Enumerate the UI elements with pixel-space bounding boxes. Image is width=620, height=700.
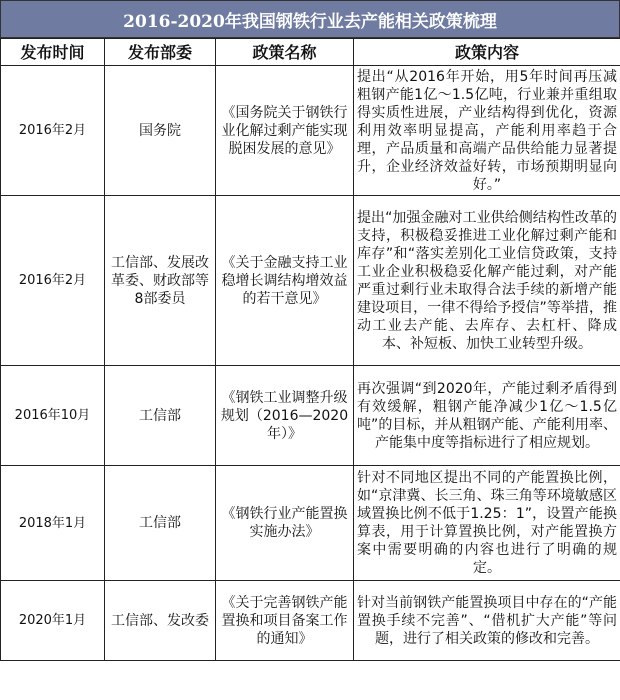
cell-policy-content: 再次强调“到2020年，产能过剩矛盾得到有效缓解，粗钢产能净减少1亿～1.5亿吨”的目标，并从粗钢产能、产能利用率、产能集中度等指标进行了相应规划。 <box>354 366 620 466</box>
cell-policy-content: 提出“从2016年开始，用5年时间再压减粗钢产能1亿～1.5亿吨，行业兼并重组取得实质性进展，产业结构得到优化，资源利用效率明显提高，产能利用率趋于合理，产品质量和高端产品供给能力显著提升，企业经济效益好转，市场预期明显向好。” <box>354 66 620 196</box>
table-row <box>1 581 620 661</box>
policy-table <box>0 38 620 661</box>
cell-policy-name: 《关于金融支持工业稳增长调结构增效益的若干意见》 <box>216 196 354 366</box>
cell-dept: 国务院 <box>105 66 216 196</box>
cell-time: 2016年2月 <box>1 196 105 366</box>
cell-time: 2016年10月 <box>1 366 105 466</box>
cell-policy-content: 针对当前钢铁产能置换项目中存在的“产能置换手续不完善”、“借机扩大产能”等问题，进行了相关政策的修改和完善。 <box>354 581 620 661</box>
header-name: 政策名称 <box>216 39 354 66</box>
cell-policy-content: 针对不同地区提出不同的产能置换比例，如“京津冀、长三角、珠三角等环境敏感区域置换比例不低于1.25：1”，设置产能换算表，用于计算置换比例，对产能置换方案中需要明确的内容也进行了明确的规定。 <box>354 466 620 581</box>
header-time: 发布时间 <box>1 39 105 66</box>
cell-policy-name: 《关于完善钢铁产能置换和项目备案工作的通知》 <box>216 581 354 661</box>
page-title: 2016-2020年我国钢铁行业去产能相关政策梳理 <box>0 0 620 38</box>
table-row <box>1 466 620 581</box>
table-header-row <box>1 39 620 66</box>
cell-time: 2018年1月 <box>1 466 105 581</box>
cell-dept: 工信部 <box>105 366 216 466</box>
cell-dept: 工信部 <box>105 466 216 581</box>
cell-dept: 工信部、发展改革委、财政部等8部委员 <box>105 196 216 366</box>
cell-time: 2016年2月 <box>1 66 105 196</box>
cell-policy-name: 《钢铁行业产能置换实施办法》 <box>216 466 354 581</box>
cell-policy-name: 《国务院关于钢铁行业化解过剩产能实现脱困发展的意见》 <box>216 66 354 196</box>
cell-policy-content: 提出“加强金融对工业供给侧结构性改革的支持，积极稳妥推进工业化解过剩产能和库存”和“落实差别化工业信贷政策，支持工业企业积极稳妥化解产能过剩，对产能严重过剩行业未取得合法手续的新增产能建设项目，一律不得给予授信”等举措，推动工业去产能、去库存、去杠杆、降成本、补短板、加快工业转型升级。 <box>354 196 620 366</box>
cell-dept: 工信部、发改委 <box>105 581 216 661</box>
table-row <box>1 66 620 196</box>
table-row <box>1 366 620 466</box>
header-dept: 发布部委 <box>105 39 216 66</box>
table-row <box>1 196 620 366</box>
cell-policy-name: 《钢铁工业调整升级规划（2016—2020年）》 <box>216 366 354 466</box>
cell-time: 2020年1月 <box>1 581 105 661</box>
header-content: 政策内容 <box>354 39 620 66</box>
